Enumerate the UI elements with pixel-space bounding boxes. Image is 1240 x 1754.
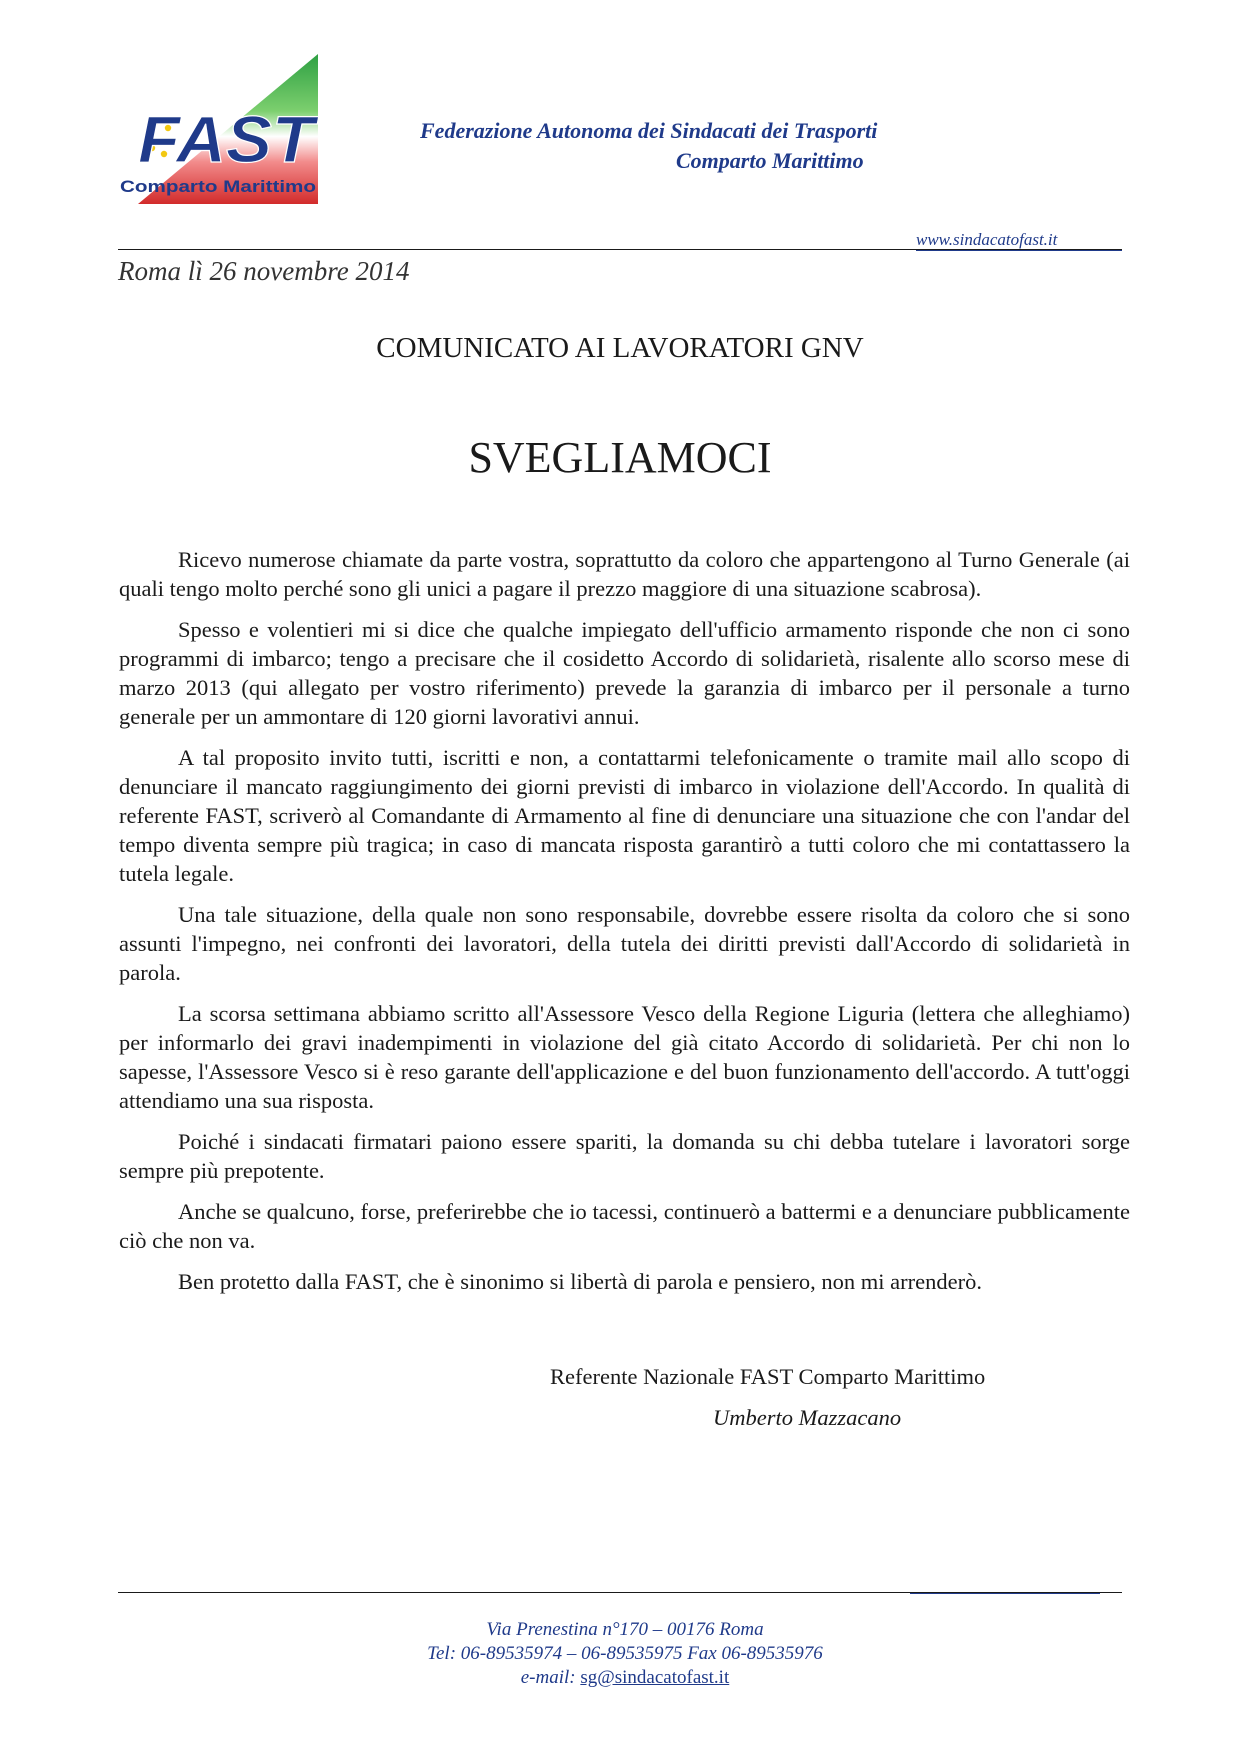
letter-date: Roma lì 26 novembre 2014 (118, 256, 410, 286)
letter-body (119, 545, 1130, 1308)
website-underline (916, 250, 1122, 251)
body-paragraph: A tal proposito invito tutti, iscritti e non, a contattarmi telefonicamente o tramite mail allo scopo di denunciare il mancato raggiungimento dei giorni previsti di imbarco in violazione dell'Accordo. In qualità di referente FAST, scriverò al Comandante di Armamento al fine di denunciare una situazione che con l'andar del tempo diventa sempre più tragica; in caso di mancata risposta garantirò a tutti coloro che mi contattassero la tutela legale. (119, 745, 1130, 886)
signature-name: Umberto Mazzacano (713, 1405, 902, 1430)
website-link[interactable]: www.sindacatofast.it (916, 230, 1058, 249)
footer (0, 1618, 1240, 1690)
letter-subject: COMUNICATO AI LAVORATORI GNV (376, 332, 864, 364)
org-name: Federazione Autonoma dei Sindacati dei Trasporti (420, 118, 878, 143)
footer-email-line (0, 1666, 1240, 1690)
body-paragraph: Spesso e volentieri mi si dice che qualche impiegato dell'ufficio armamento risponde che non ci sono programmi di imbarco; tengo a precisare che il cosidetto Accordo di solidarietà, risalente allo scorso mese di marzo 2013 (qui allegato per vostro riferimento) prevede la garanzia di imbarco per il personale a turno generale per un ammontare di 120 giorni lavorativi annui. (119, 617, 1130, 729)
footer-email-link[interactable]: sg@sindacatofast.it (580, 1667, 730, 1688)
logo-division-text: Comparto Marittimo (120, 177, 316, 196)
body-paragraph: Poiché i sindacati firmatari paiono essere spariti, la domanda su chi debba tutelare i lavoratori sorge sempre più prepotente. (119, 1129, 1130, 1183)
footer-phones: Tel: 06-89535974 – 06-89535975 Fax 06-89535976 (427, 1643, 823, 1664)
footer-divider-accent (910, 1593, 1100, 1594)
footer-address: Via Prenestina n°170 – 00176 Roma (486, 1619, 764, 1640)
body-paragraph: Ricevo numerose chiamate da parte vostra, soprattutto da coloro che appartengono al Turno Generale (ai quali tengo molto perché sono gli unici a pagare il prezzo maggiore di una situazione scabrosa). (119, 547, 1130, 601)
signature-role: Referente Nazionale FAST Comparto Marittimo (550, 1364, 986, 1389)
body-paragraph: La scorsa settimana abbiamo scritto all'Assessore Vesco della Regione Liguria (lettera che alleghiamo) per informarlo dei gravi inadempimenti in violazione del già citato Accordo di solidarietà. Per chi non lo sapesse, l'Assessore Vesco si è reso garante dell'applicazione e del buon funzionamento dell'accordo. A tutt'oggi attendiamo una sua risposta. (119, 1001, 1130, 1113)
body-paragraph: Ben protetto dalla FAST, che è sinonimo si libertà di parola e pensiero, non mi arrenderò. (178, 1269, 982, 1294)
fast-logo-graphic (118, 54, 364, 234)
footer-email-label: e-mail: (520, 1667, 576, 1688)
body-paragraph: Anche se qualcuno, forse, preferirebbe che io tacessi, continuerò a battermi e a denunciare pubblicamente ciò che non va. (119, 1199, 1130, 1253)
logo-brand-text: FAST (138, 102, 319, 176)
letter-headline: SVEGLIAMOCI (468, 433, 772, 482)
fast-logo (118, 54, 364, 234)
org-division: Comparto Marittimo (676, 148, 864, 173)
body-paragraph: Una tale situazione, della quale non sono responsabile, dovrebbe essere risolta da coloro che si sono assunti l'impegno, nei confronti dei lavoratori, della tutela dei diritti previsti dall'Accordo di solidarietà in parola. (119, 902, 1130, 985)
